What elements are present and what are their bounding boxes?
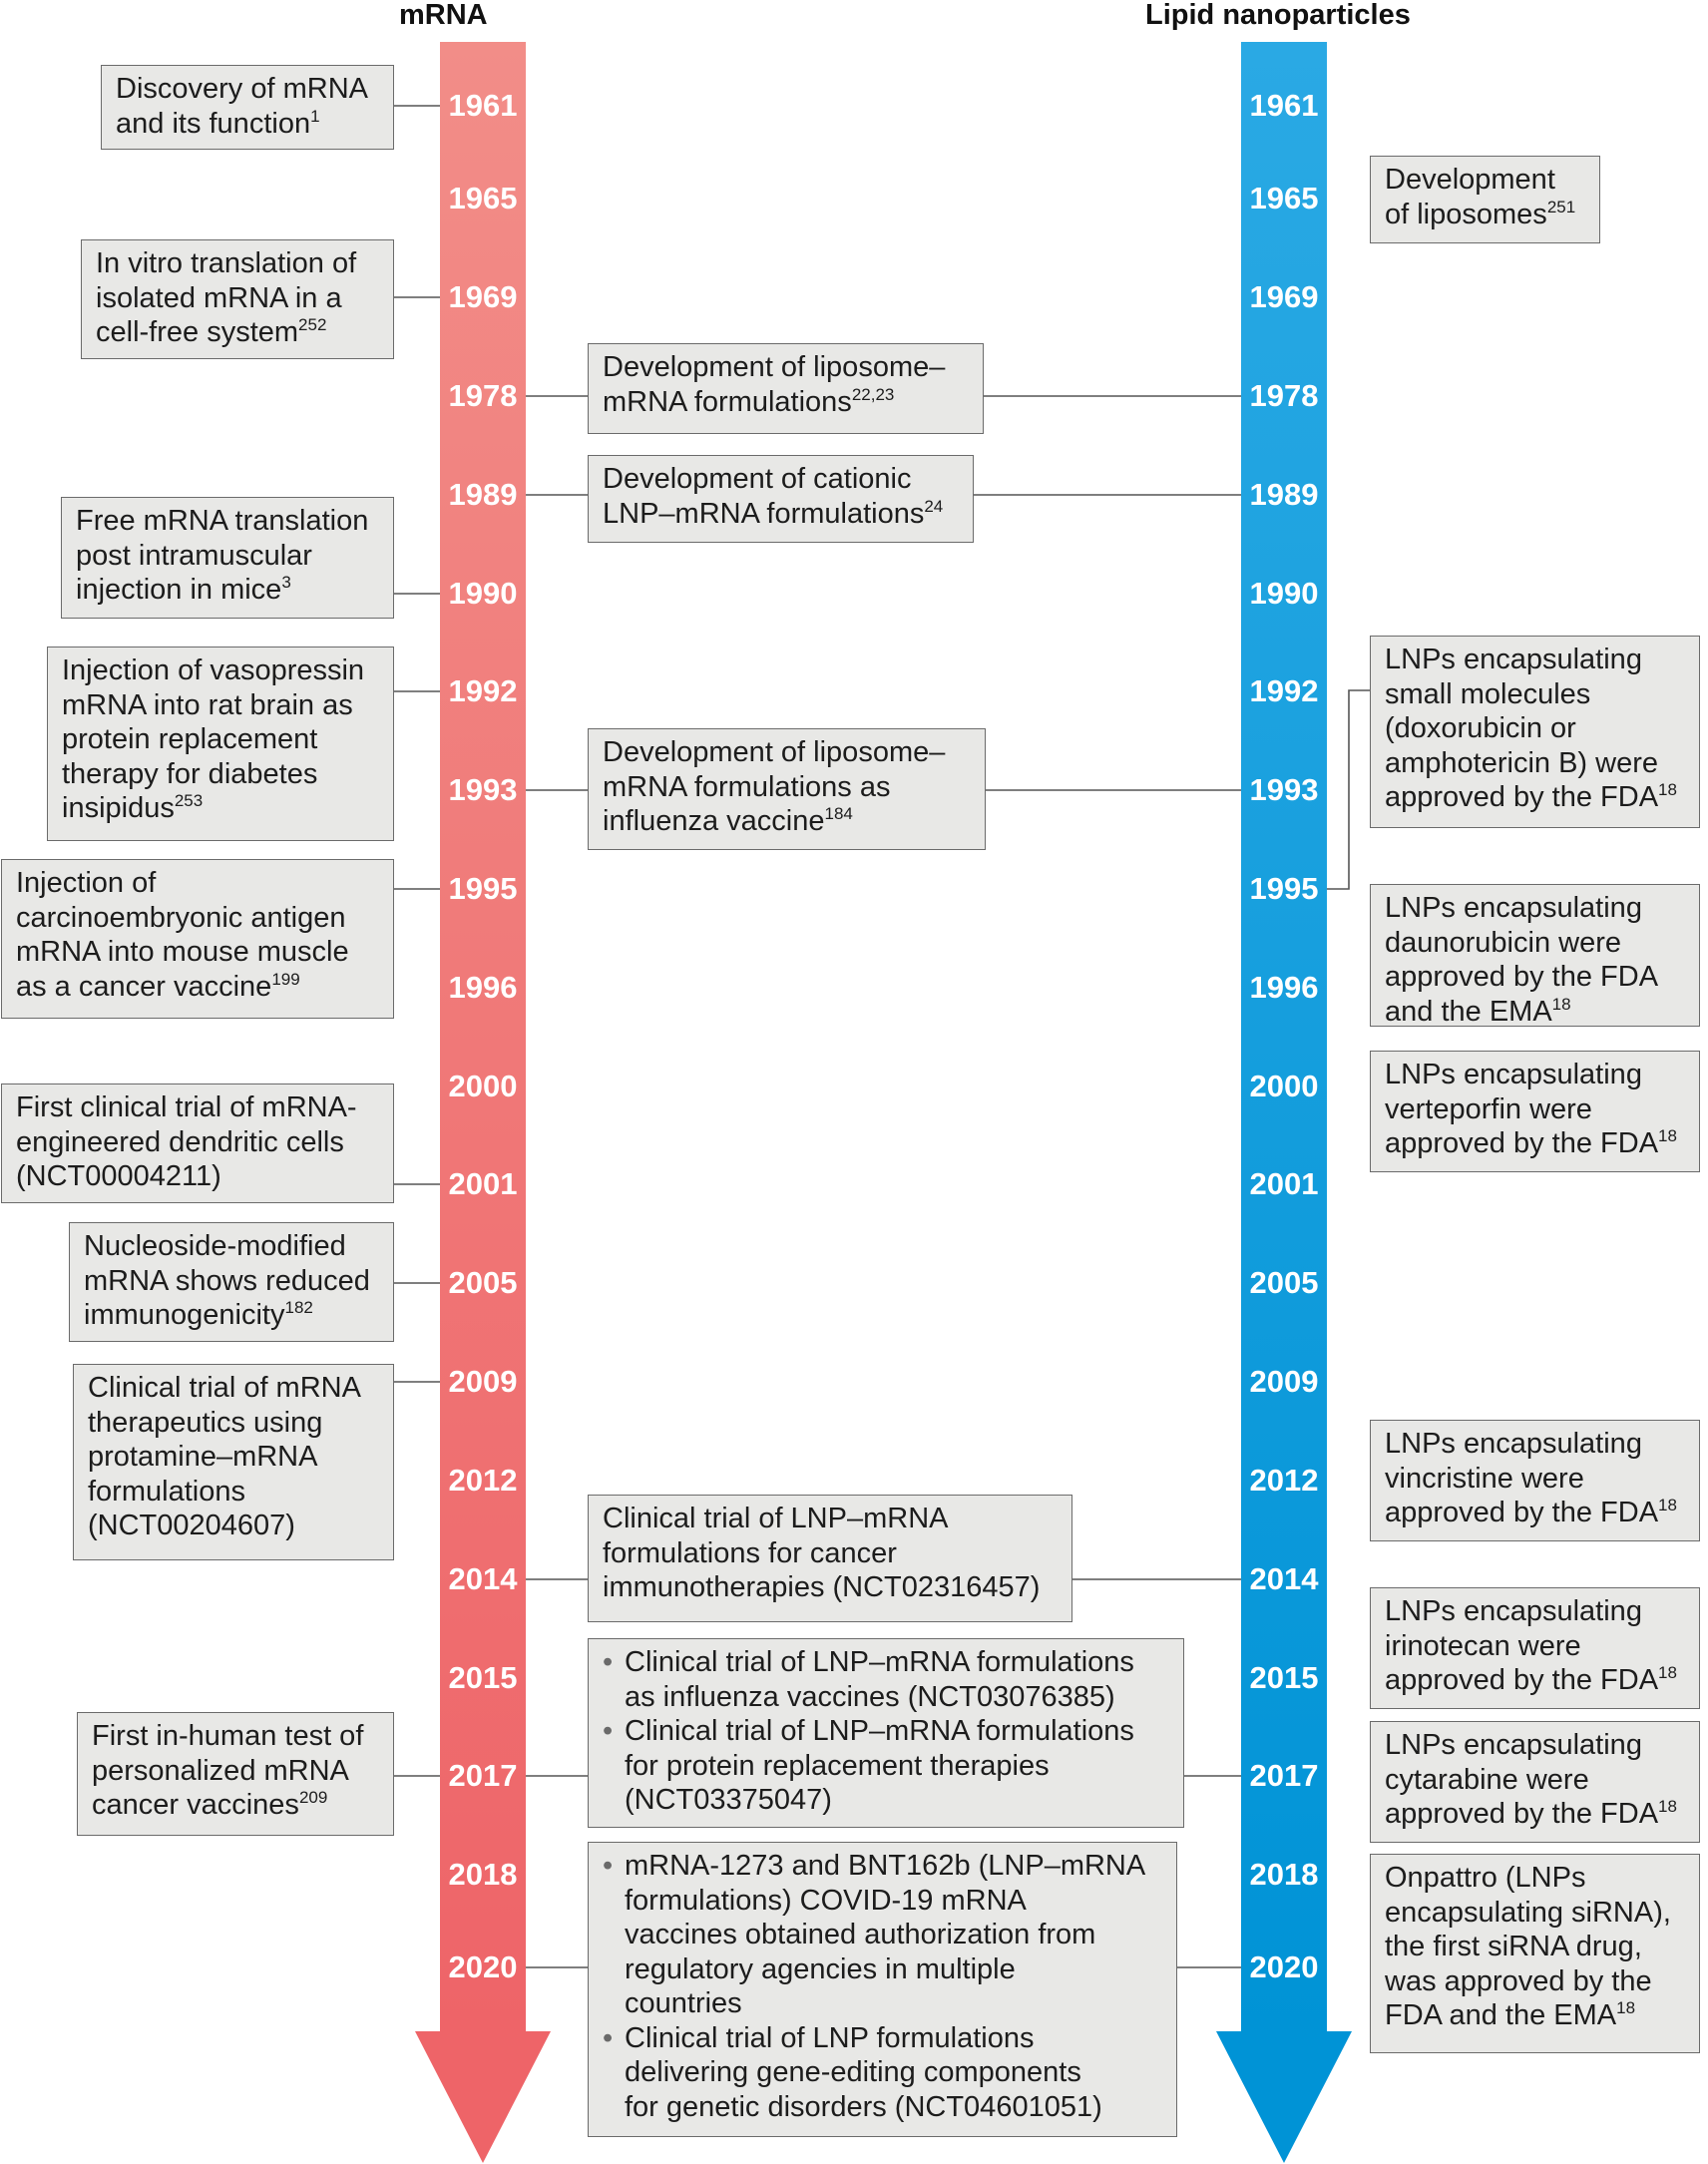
reference-number: 252 [298,315,327,334]
event-text: countries [625,1987,742,2019]
mrna-year-1995: 1995 [448,871,518,906]
mrna-year-2014: 2014 [448,1561,518,1596]
event-line [96,281,379,316]
event-line [1385,1663,1685,1698]
reference-number: 18 [1658,1797,1677,1816]
bullet-line [603,1849,1162,1884]
event-text: Clinical trial of LNP formulations [625,2021,1035,2054]
event-text: regulatory agencies in multiple [625,1952,1016,1985]
event-text: and its function [116,107,311,140]
event-line [1385,1496,1685,1530]
reference-number: 18 [1658,1126,1677,1145]
mrna-year-2017: 2017 [448,1758,518,1793]
event-line [96,246,379,281]
event-text: was approved by the [1385,1964,1652,1997]
event-line [62,722,379,757]
event-line [16,866,379,901]
event-text: mRNA formulations [603,385,852,418]
mrna-year-1978: 1978 [448,378,518,413]
mrna-event-1961 [101,65,394,150]
event-text: LNPs encapsulating [1385,1729,1642,1761]
event-line [1385,1797,1685,1832]
event-text: insipidus [62,792,175,824]
lnp-event-2000 [1370,1051,1700,1172]
event-text: vincristine were [1385,1462,1584,1495]
event-text: (doxorubicin or [1385,712,1576,744]
event-line [1385,677,1685,712]
event-text: cancer vaccines [92,1789,299,1821]
event-line [1385,1896,1685,1931]
event-line [116,107,379,142]
mrna-event-2017 [77,1712,394,1836]
lnp-event-1995 [1370,636,1700,828]
event-text: immunotherapies (NCT02316457) [603,1571,1041,1603]
lnp-year-2014: 2014 [1249,1561,1319,1596]
event-text: formulations for cancer [603,1536,897,1569]
event-text: approved by the FDA [1385,781,1659,813]
event-line [76,539,379,574]
bullet-line [603,1918,1162,1952]
event-line [96,315,379,350]
event-text: LNP–mRNA formulations [603,497,925,530]
bullet-line [603,1783,1169,1818]
combined-event-2020 [588,1842,1177,2137]
event-text: and the EMA [1385,995,1552,1028]
event-text: approved by the FDA [1385,1497,1659,1528]
event-line [1385,746,1685,781]
event-text: mRNA-1273 and BNT162b (LNP–mRNA [625,1850,1146,1882]
event-line [84,1264,379,1299]
mrna-year-1989: 1989 [448,477,518,512]
event-text: Nucleoside-modified [84,1230,346,1262]
event-line [62,653,379,688]
reference-number: 18 [1658,1663,1677,1682]
event-text: isolated mRNA in a [96,281,342,314]
event-text: approved by the FDA [1385,1127,1659,1159]
lnp-header: Lipid nanoparticles [1145,0,1411,31]
event-line [1385,1092,1685,1127]
bullet-line [603,2055,1162,2090]
bullet-line [603,1645,1169,1680]
event-text: immunogenicity [84,1299,285,1331]
event-line [1385,711,1685,746]
mrna-event-1992 [47,647,394,841]
lnp-year-2018: 2018 [1249,1857,1319,1892]
combined-event-1978 [588,343,984,434]
bullet-line [603,1952,1162,1987]
event-text: Development [1385,164,1555,196]
event-text: LNPs encapsulating [1385,892,1642,924]
event-text: Development of cationic [603,463,912,495]
event-line [76,573,379,608]
event-line [16,935,379,970]
mrna-year-2012: 2012 [448,1463,518,1498]
event-line [16,1159,379,1194]
event-line [88,1475,379,1510]
mrna-year-2001: 2001 [448,1166,518,1201]
event-line [1385,1861,1685,1896]
event-text: Development of liposome– [603,736,946,768]
event-text: Onpattro (LNPs [1385,1862,1586,1894]
event-text: as influenza vaccines (NCT03076385) [625,1680,1115,1713]
event-text: approved by the FDA [1385,961,1659,993]
event-text: Free mRNA translation [76,505,369,537]
lnp-year-2020: 2020 [1249,1949,1319,1984]
event-text: (NCT03375047) [625,1784,832,1816]
lnp-event-1965 [1370,156,1600,243]
event-text: Clinical trial of LNP–mRNA formulations [625,1715,1134,1747]
reference-number: 209 [298,1788,328,1807]
event-line [1385,163,1585,198]
event-line [603,1502,1058,1536]
event-line [603,770,971,805]
event-line [1385,1462,1685,1497]
reference-number: 184 [824,804,853,823]
mrna-year-1992: 1992 [448,673,518,708]
event-text: approved by the FDA [1385,1664,1659,1696]
event-text: Clinical trial of mRNA [88,1372,361,1404]
mrna-event-1995 [1,859,394,1019]
event-line [603,735,971,770]
event-text: cytarabine were [1385,1763,1589,1796]
event-line [1385,1964,1685,1999]
event-text: as a cancer vaccine [16,970,272,1003]
event-text: vaccines obtained authorization from [625,1919,1096,1950]
mrna-timeline-arrow [440,42,526,2037]
event-text: mRNA shows reduced [84,1264,370,1297]
reference-number: 251 [1546,197,1576,216]
event-text: mRNA into rat brain as [62,688,353,721]
event-line [1385,960,1685,995]
reference-number: 3 [281,573,291,592]
event-line [84,1298,379,1333]
event-line [1385,1594,1685,1629]
lnp-year-1996: 1996 [1249,970,1319,1005]
event-text: In vitro translation of [96,247,357,279]
lnp-year-1995: 1995 [1249,871,1319,906]
event-text: injection in mice [76,574,282,606]
event-line [1385,198,1585,232]
combined-event-2014 [588,1495,1072,1622]
lnp-year-1961: 1961 [1249,88,1319,123]
event-text: First in-human test of [92,1720,364,1752]
event-line [603,1570,1058,1605]
lnp-year-2012: 2012 [1249,1463,1319,1498]
event-text: the first siRNA drug, [1385,1931,1642,1962]
mrna-year-1990: 1990 [448,576,518,611]
event-text: formulations) COVID-19 mRNA [625,1884,1027,1917]
reference-number: 18 [1551,994,1571,1014]
lnp-year-1978: 1978 [1249,378,1319,413]
event-text: carcinoembryonic antigen [16,901,346,934]
lnp-timeline-arrow [1241,42,1327,2037]
event-line [1385,643,1685,677]
event-line [16,901,379,936]
event-line [16,970,379,1005]
mrna-year-1993: 1993 [448,772,518,807]
event-text: First clinical trial of mRNA- [16,1091,357,1123]
event-text: verteporfin were [1385,1092,1592,1125]
event-text: therapeutics using [88,1406,323,1439]
lnp-year-1965: 1965 [1249,181,1319,216]
event-line [1385,1629,1685,1664]
event-text: (NCT00004211) [16,1160,221,1192]
event-text: Injection of vasopressin [62,654,365,686]
event-line [1385,1763,1685,1798]
event-text: for genetic disorders (NCT04601051) [625,2090,1102,2123]
lnp-year-1992: 1992 [1249,673,1319,708]
event-line [62,757,379,792]
bullet-line [603,1749,1169,1784]
event-line [1385,780,1685,815]
reference-number: 18 [1658,780,1677,799]
combined-event-2017 [588,1638,1184,1828]
event-line [88,1440,379,1475]
event-line [16,1090,379,1125]
mrna-year-1996: 1996 [448,970,518,1005]
event-text: amphotericin B) were [1385,746,1658,779]
event-text: Clinical trial of LNP–mRNA formulations [625,1646,1134,1678]
reference-number: 1 [310,106,320,126]
bullet-line [603,2090,1162,2125]
event-line [16,1125,379,1160]
event-line [1385,1058,1685,1092]
mrna-event-2001 [1,1083,394,1203]
mrna-year-2000: 2000 [448,1069,518,1103]
event-line [88,1406,379,1441]
event-line [603,1536,1058,1571]
lnp-event-2017 [1370,1721,1700,1843]
mrna-year-2020: 2020 [448,1949,518,1984]
lnp-event-2015 [1370,1587,1700,1709]
event-text: Discovery of mRNA [116,73,368,105]
event-text: irinotecan were [1385,1629,1581,1662]
event-line [62,688,379,723]
event-text: LNPs encapsulating [1385,1595,1642,1627]
bullet-line [603,1680,1169,1715]
lnp-year-1990: 1990 [1249,576,1319,611]
event-text: delivering gene-editing components [625,2056,1081,2088]
mrna-header: mRNA [399,0,488,31]
event-text: protamine–mRNA [88,1441,318,1473]
reference-number: 18 [1616,1998,1636,2017]
event-line [1385,926,1685,961]
lnp-event-2012 [1370,1420,1700,1541]
event-text: personalized mRNA [92,1754,349,1787]
event-text: formulations [88,1475,245,1508]
lnp-year-1989: 1989 [1249,477,1319,512]
combined-event-1989 [588,455,974,543]
mrna-year-2018: 2018 [448,1857,518,1892]
lnp-year-2000: 2000 [1249,1069,1319,1103]
event-text: LNPs encapsulating [1385,644,1642,675]
mrna-arrow-head [415,2031,551,2163]
lnp-year-1993: 1993 [1249,772,1319,807]
lnp-year-2001: 2001 [1249,1166,1319,1201]
event-line [1385,1998,1685,2033]
reference-number: 22,23 [851,384,895,404]
mrna-year-1961: 1961 [448,88,518,123]
mrna-event-2009 [73,1364,394,1560]
reference-number: 199 [271,969,300,989]
reference-number: 24 [924,496,944,516]
mrna-year-2005: 2005 [448,1265,518,1300]
event-text: (NCT00204607) [88,1510,295,1541]
event-text: Development of liposome– [603,351,946,383]
event-line [603,462,959,497]
event-line [1385,1930,1685,1964]
lnp-arrow-head [1216,2031,1352,2163]
bullet-line [603,1714,1169,1749]
event-text: approved by the FDA [1385,1798,1659,1830]
event-text: encapsulating siRNA), [1385,1896,1671,1929]
mrna-year-1969: 1969 [448,279,518,314]
reference-number: 253 [174,791,204,810]
event-line [603,497,959,532]
event-line [603,385,969,420]
event-text: engineered dendritic cells [16,1125,344,1158]
event-line [88,1509,379,1543]
event-text: of liposomes [1385,198,1547,230]
event-text: daunorubicin were [1385,926,1621,959]
mrna-event-2005 [69,1222,394,1342]
event-text: FDA and the EMA [1385,1999,1617,2031]
combined-event-1993 [588,728,986,850]
mrna-event-1990 [61,497,394,619]
lnp-year-2009: 2009 [1249,1364,1319,1399]
lnp-year-2015: 2015 [1249,1660,1319,1695]
event-line [116,72,379,107]
event-line [1385,1728,1685,1763]
event-text: for protein replacement therapies [625,1749,1050,1782]
event-line [603,350,969,385]
mrna-event-1969 [81,239,394,359]
lnp-event-2018 [1370,1854,1700,2053]
lnp-event-1996 [1370,884,1700,1027]
event-text: LNPs encapsulating [1385,1059,1642,1090]
event-text: therapy for diabetes [62,757,318,790]
reference-number: 182 [284,1298,313,1317]
event-line [92,1754,379,1789]
event-line [84,1229,379,1264]
event-text: small molecules [1385,677,1591,710]
event-text: Clinical trial of LNP–mRNA [603,1503,949,1534]
mrna-year-1965: 1965 [448,181,518,216]
event-line [92,1719,379,1754]
event-line [62,791,379,826]
event-text: mRNA into mouse muscle [16,936,349,968]
event-text: Injection of [16,867,157,899]
event-line [1385,1427,1685,1462]
event-line [1385,1126,1685,1161]
lnp-year-1969: 1969 [1249,279,1319,314]
event-text: influenza vaccine [603,805,825,837]
lnp-year-2005: 2005 [1249,1265,1319,1300]
bullet-line [603,2021,1162,2056]
event-text: cell-free system [96,316,299,348]
mrna-year-2009: 2009 [448,1364,518,1399]
lnp-year-2017: 2017 [1249,1758,1319,1793]
event-line [1385,995,1685,1030]
event-line [88,1371,379,1406]
event-line [92,1788,379,1823]
bullet-line [603,1986,1162,2021]
bullet-line [603,1884,1162,1919]
event-text: post intramuscular [76,539,312,572]
event-text: mRNA formulations as [603,770,891,803]
event-text: protein replacement [62,723,318,755]
reference-number: 18 [1658,1496,1677,1515]
event-line [76,504,379,539]
event-text: LNPs encapsulating [1385,1428,1642,1460]
mrna-year-2015: 2015 [448,1660,518,1695]
event-line [603,804,971,839]
event-line [1385,891,1685,926]
